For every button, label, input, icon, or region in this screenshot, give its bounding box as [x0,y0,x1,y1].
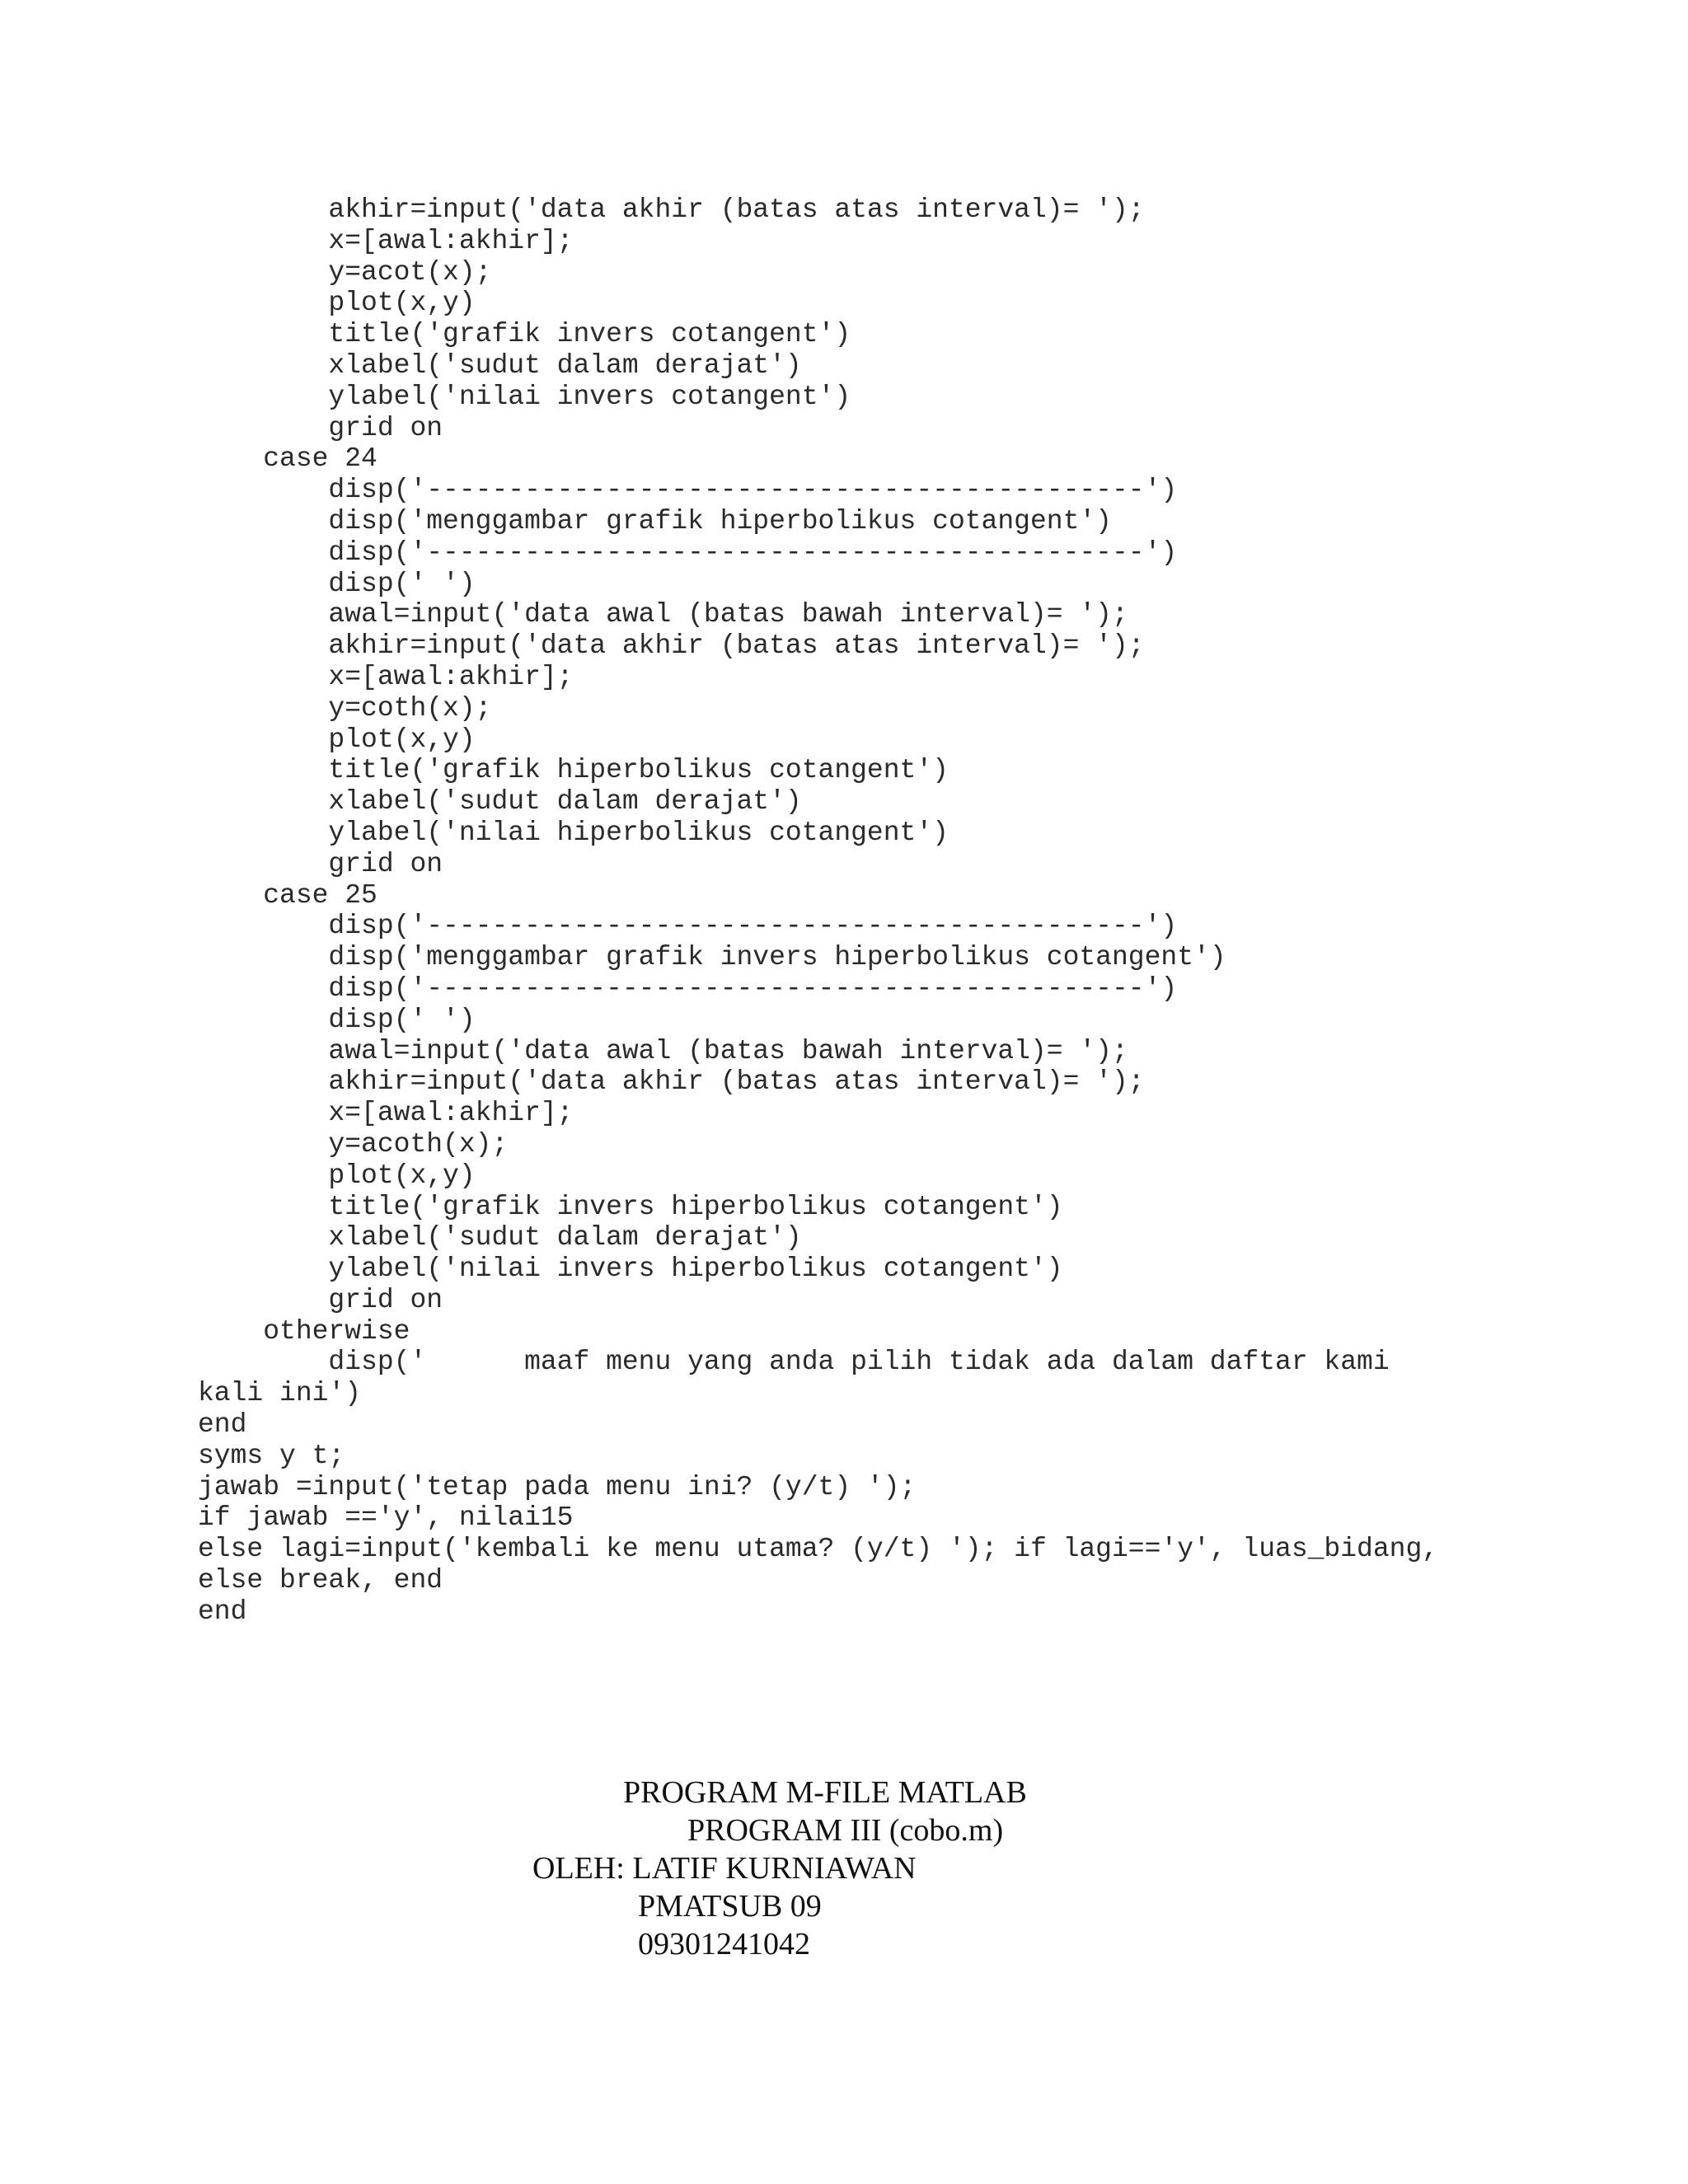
footer-student-id: 09301241042 [638,1927,810,1961]
code-line: disp(' ') [198,568,476,599]
footer-title: PROGRAM M-FILE MATLAB [623,1775,1027,1810]
footer-program-name: PROGRAM III (cobo.m) [687,1813,1004,1848]
code-line: disp(' maaf menu yang anda pilih tidak ada dalam daftar kami [198,1347,1390,1378]
code-line: disp('--------------------------------------------') [198,972,1178,1004]
code-line: plot(x,y) [198,288,476,319]
code-listing [198,194,1438,1628]
code-line: end [198,1596,247,1627]
code-line: title('grafik invers cotangent') [198,319,851,350]
code-line: disp('--------------------------------------------') [198,537,1178,568]
code-line: y=acot(x); [198,256,492,288]
code-line: disp('--------------------------------------------') [198,475,1178,506]
code-line: if jawab =='y', nilai15 [198,1502,574,1534]
code-line: akhir=input('data akhir (batas atas interval)= '); [198,1066,1145,1098]
code-line: ylabel('nilai invers cotangent') [198,381,851,412]
code-line: x=[awal:akhir]; [198,661,574,692]
code-line: jawab =input('tetap pada menu ini? (y/t) '); [198,1471,917,1502]
code-line: disp('menggambar grafik hiperbolikus cotangent') [198,505,1112,537]
code-line: xlabel('sudut dalam derajat') [198,349,802,381]
code-line: kali ini') [198,1378,362,1409]
code-line: otherwise [198,1315,410,1347]
footer-author: OLEH: LATIF KURNIAWAN [532,1851,917,1886]
code-line: xlabel('sudut dalam derajat') [198,786,802,818]
footer-class: PMATSUB 09 [638,1889,822,1924]
code-line: end [198,1409,247,1441]
code-line: x=[awal:akhir]; [198,225,574,256]
code-line: awal=input('data awal (batas bawah interval)= '); [198,599,1128,630]
code-line: akhir=input('data akhir (batas atas interval)= '); [198,194,1145,225]
code-line: syms y t; [198,1440,345,1471]
code-line: grid on [198,1284,443,1315]
code-line: title('grafik hiperbolikus cotangent') [198,755,949,786]
code-line: akhir=input('data akhir (batas atas interval)= '); [198,630,1145,662]
code-line: disp(' ') [198,1004,476,1035]
code-line: grid on [198,848,443,879]
code-line: grid on [198,412,443,443]
code-line: else lagi=input('kembali ke menu utama? (y/t) '); if lagi=='y', luas_bidang, [198,1534,1439,1565]
code-line: disp('--------------------------------------------') [198,911,1178,942]
code-line: xlabel('sudut dalam derajat') [198,1222,802,1254]
code-line: awal=input('data awal (batas bawah interval)= '); [198,1035,1128,1066]
code-line: case 25 [198,879,377,911]
code-line: ylabel('nilai hiperbolikus cotangent') [198,817,949,848]
code-line: x=[awal:akhir]; [198,1098,574,1129]
code-line: title('grafik invers hiperbolikus cotangent') [198,1191,1063,1222]
code-line: y=coth(x); [198,692,492,724]
code-line: else break, end [198,1565,443,1596]
code-line: plot(x,y) [198,724,476,755]
code-line: ylabel('nilai invers hiperbolikus cotangent') [198,1254,1063,1285]
code-line: disp('menggambar grafik invers hiperbolikus cotangent') [198,942,1226,973]
code-line: y=acoth(x); [198,1128,509,1160]
code-line: case 24 [198,443,377,475]
code-line: plot(x,y) [198,1160,476,1191]
